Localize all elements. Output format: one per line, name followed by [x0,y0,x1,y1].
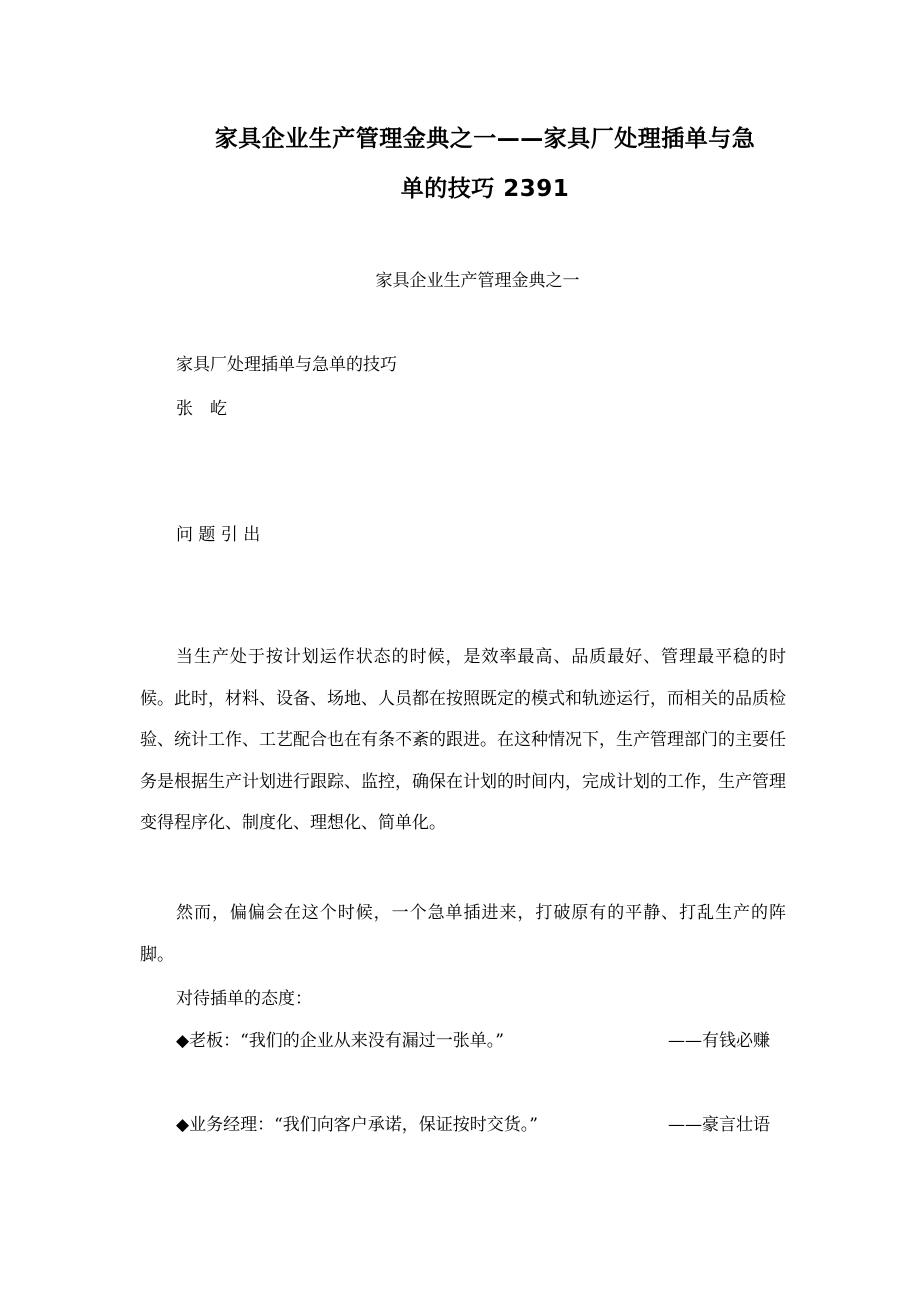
quote-text: ◆老板：“我们的企业从来没有漏过一张单。” [176,1031,504,1051]
document-subtitle: 家具企业生产管理金典之一 [375,271,580,291]
article-title: 家具厂处理插单与急单的技巧 [176,355,397,375]
section-heading: 问 题 引 出 [176,525,261,545]
quote-line [176,1110,770,1135]
body-paragraph-1: 当生产处于按计划运作状态的时候，是效率最高、品质最好、管理最平稳的时候。此时，材料、设备、场地、人员都在按照既定的模式和轨迹运行，而相关的品质检验、统计工作、工艺配合也在有条不紊的跟进。在这种情况下，生产管理部门的主要任务是根据生产计划进行跟踪、监控，确保在计划的时间内，完成计划的工作，生产管理变得程序化、制度化、理想化、简单化。 [140,647,786,833]
attitude-heading: 对待插单的态度： [176,989,312,1009]
body-paragraph-2: 然而，偏偏会在这个时候，一个急单插进来，打破原有的平静、打乱生产的阵脚。 [140,903,786,965]
quote-line [176,1026,770,1051]
quote-tag: ——豪言壮语 [668,1115,770,1135]
author-name: 张 屹 [176,399,227,419]
document-title-line-1: 家具企业生产管理金典之一——家具厂处理插单与急 [214,126,756,152]
quote-tag: ——有钱必赚 [668,1031,770,1051]
quote-text: ◆业务经理：“我们向客户承诺，保证按时交货。” [176,1115,538,1135]
document-title-line-2: 单的技巧 2391 [400,176,570,202]
